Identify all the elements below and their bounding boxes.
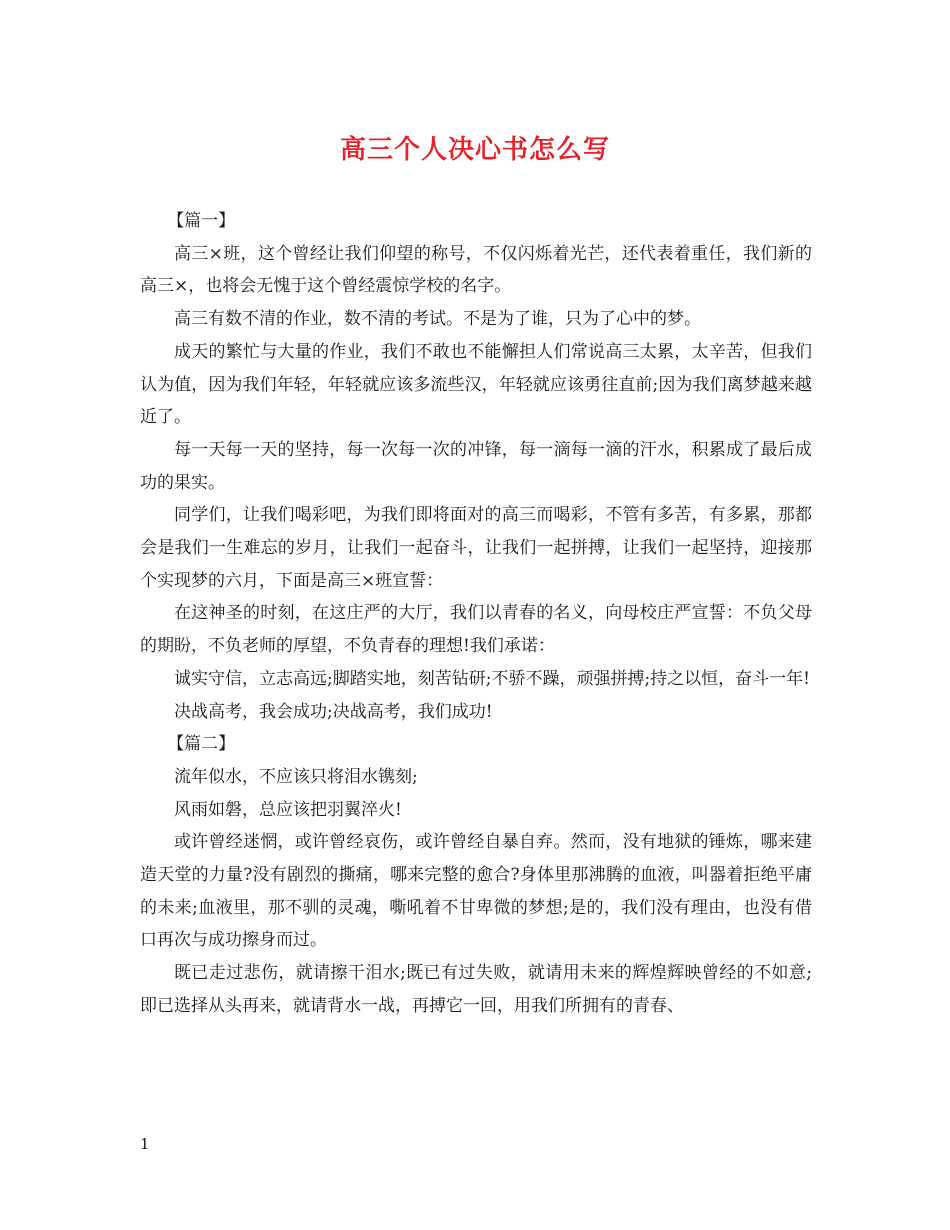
paragraph: 既已走过悲伤，就请擦干泪水;既已有过失败，就请用未来的辉煌辉映曾经的不如意;即已选择从头再来，就请背水一战，再搏它一回，用我们所拥有的青春、 xyxy=(140,963,812,1016)
paragraph: 高三有数不清的作业，数不清的考试。不是为了谁，只为了心中的梦。 xyxy=(174,309,701,330)
paragraph: 每一天每一天的坚持，每一次每一次的冲锋，每一滴每一滴的汗水，积累成了最后成功的果实。 xyxy=(140,439,812,493)
document-title: 高三个人决心书怎么写 xyxy=(339,135,610,165)
paragraph: 在这神圣的时刻，在这庄严的大厅，我们以青春的名义，向母校庄严宣誓：不负父母的期盼，不负老师的厚望，不负青春的理想!我们承诺： xyxy=(140,603,812,657)
paragraph: 高三×班，这个曾经让我们仰望的称号，不仅闪烁着光芒，还代表着重任，我们新的高三×，也将会无愧于这个曾经震惊学校的名字。 xyxy=(140,243,812,297)
paragraph: 风雨如磐，总应该把羽翼淬火! xyxy=(174,799,402,820)
section-heading: 【篇二】 xyxy=(167,734,236,755)
paragraph: 决战高考，我会成功;决战高考，我们成功! xyxy=(174,701,493,722)
document-body xyxy=(140,205,812,1023)
paragraph: 成天的繁忙与大量的作业，我们不敢也不能懈担人们常说高三太累，太辛苦，但我们认为值，因为我们年轻，年轻就应该多流些汉，年轻就应该勇往直前;因为我们离梦越来越近了。 xyxy=(140,341,812,428)
paragraph: 诚实守信，立志高远;脚踏实地，刻苦钻研;不骄不躁，顽强拼搏;持之以恒，奋斗一年! xyxy=(174,668,811,689)
paragraph: 流年似水，不应该只将泪水镌刻; xyxy=(174,766,418,787)
page-number: 1 xyxy=(140,1135,150,1153)
section-heading: 【篇一】 xyxy=(167,211,236,231)
paragraph: 同学们，让我们喝彩吧，为我们即将面对的高三而喝彩，不管有多苦，有多累，那都会是我们一生难忘的岁月，让我们一起奋斗，让我们一起拼搏，让我们一起坚持，迎接那个实现梦的六月，下面是高三×班宣誓： xyxy=(140,505,812,591)
paragraph: 或许曾经迷惘，或许曾经哀伤，或许曾经自暴自弃。然而，没有地狱的锤炼，哪来建造天堂的力量?没有剧烈的撕痛，哪来完整的愈合?身体里那沸腾的血液，叫器着拒绝平庸的未来;血液里，那不驯的灵魂，嘶吼着不甘卑微的梦想;是的，我们没有理由，也没有借口再次与成功擦身而过。 xyxy=(140,832,812,951)
